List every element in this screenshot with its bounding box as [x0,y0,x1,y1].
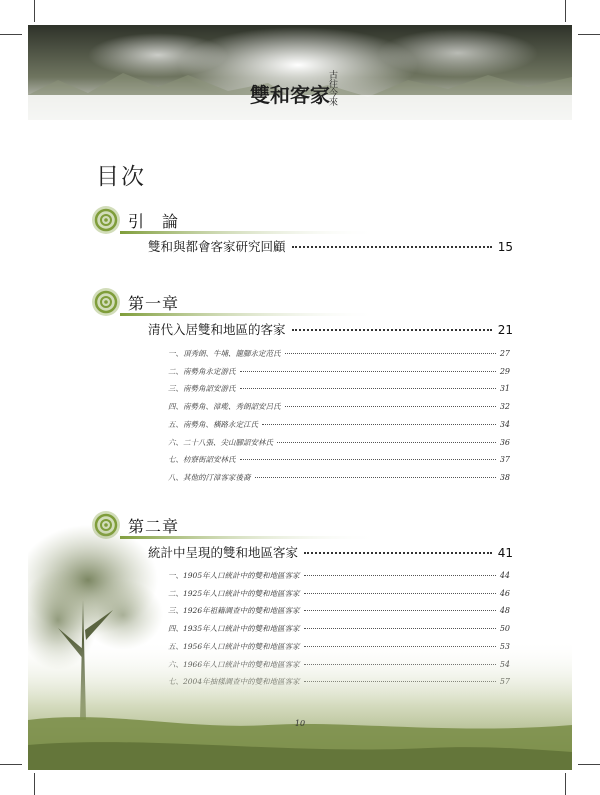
dot-leader [277,442,496,443]
chapter-title: 統計中呈現的雙和地區客家 [148,545,299,560]
toc-item[interactable] [168,419,510,430]
toc-item-page: 37 [499,455,510,465]
toc-item[interactable] [168,472,510,483]
toc-item-page: 27 [499,349,510,358]
section-heading-label: 第二章 [128,517,180,536]
logo-text: 雙和客家 [250,83,330,107]
toc-item-title: 六、二十八張、尖山腳詔安林氏 [168,437,273,447]
toc-item[interactable] [168,366,510,377]
chapter-page: 15 [497,240,513,254]
brand-logo [246,60,346,120]
chapter-title: 清代入居雙和地區的客家 [148,322,286,337]
crop-mark [34,0,35,22]
landscape-image [28,520,572,770]
toc-item-page: 38 [499,472,510,482]
toc-item-page: 32 [499,402,510,412]
toc-item-title: 一、1905年人口統計中的雙和地區客家 [168,571,300,580]
dot-leader [262,424,496,425]
dot-leader [285,353,496,354]
toc-item-page: 46 [499,588,510,598]
toc-item-page: 48 [499,606,510,616]
dot-leader [285,406,496,407]
crop-mark [34,773,35,795]
chapter-entry[interactable] [148,320,513,338]
toc-item-title: 三、1926年祖籍調查中的雙和地區客家 [168,606,300,616]
crop-mark [0,34,22,35]
section-heading [90,203,520,237]
toc-item-title: 八、其他的汀漳客家後裔 [168,472,251,482]
toc-item-page: 36 [499,437,510,447]
toc-item[interactable] [168,437,510,448]
dot-leader [240,388,496,389]
dot-leader [240,371,496,372]
dot-leader [255,477,496,478]
crop-mark [0,764,22,765]
dot-leader [240,459,496,460]
chapter-page: 41 [497,546,513,560]
toc-item-title: 一、頂秀朗、牛埔、籠腳永定范氏 [168,349,281,358]
toc-item-page: 50 [499,624,510,634]
section-heading-label: 第一章 [128,294,180,313]
toc-item[interactable] [168,401,510,412]
section-heading [90,285,520,319]
toc-item[interactable] [168,454,510,465]
crop-mark [565,0,566,22]
chapter-entry[interactable] [148,237,513,255]
toc-title: 目次 [96,164,146,190]
toc-item-title: 三、南勢角詔安游氏 [168,384,236,394]
toc-item-title: 二、1925年人口統計中的雙和地區客家 [168,588,300,598]
dot-leader [292,246,492,248]
toc-item[interactable] [168,348,510,359]
toc-item[interactable] [168,383,510,394]
toc-item-title: 七、枋寮街詔安林氏 [168,455,236,465]
toc-item-title: 四、南勢角、漳墘、秀朗詔安呂氏 [168,402,281,412]
logo-side-text: 古往今來 [327,70,337,106]
toc-item-title: 二、南勢角永定游氏 [168,366,236,376]
toc-item-page: 44 [499,571,510,580]
page-number: 10 [294,719,306,728]
crop-mark [578,34,600,35]
toc-item-page: 34 [499,419,510,429]
crop-mark [565,773,566,795]
crop-mark [578,764,600,765]
toc-item-title: 五、南勢角、橫路永定江氏 [168,419,258,429]
toc-item-page: 31 [499,384,510,394]
chapter-title: 雙和與都會客家研究回顧 [148,239,286,254]
section-heading-label: 引 論 [128,212,180,231]
dot-leader [292,329,492,331]
chapter-page: 21 [497,323,513,337]
toc-item-title: 四、1935年人口統計中的雙和地區客家 [168,624,300,634]
toc-item-page: 29 [499,366,510,376]
